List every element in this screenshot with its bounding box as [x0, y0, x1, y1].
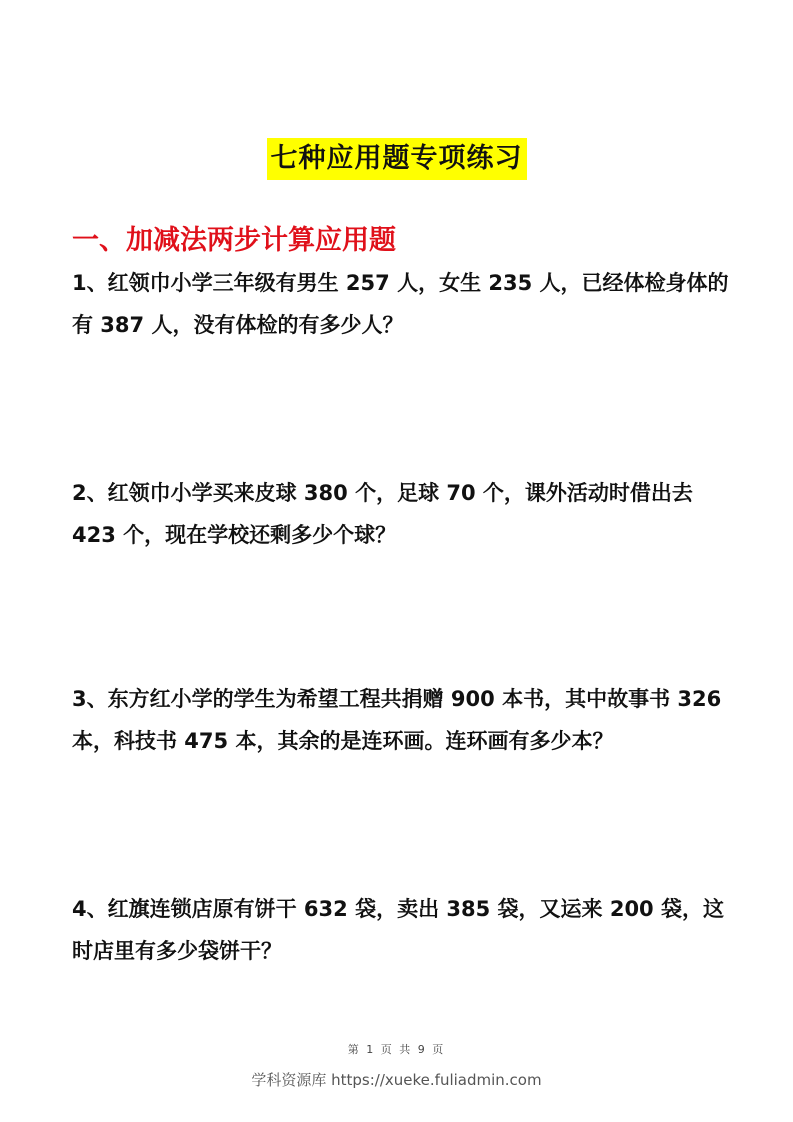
question-2: 2、红领巾小学买来皮球 380 个，足球 70 个，课外活动时借出去 423 个，现在学校还剩多少个球？	[72, 481, 693, 547]
section-heading: 一、加减法两步计算应用题	[72, 225, 396, 256]
question-4: 4、红旗连锁店原有饼干 632 袋，卖出 385 袋，又运来 200 袋，这时店里有多少袋饼干？	[72, 897, 724, 963]
source-watermark: 学科资源库 https://xueke.fuliadmin.com	[251, 1071, 542, 1089]
document-title: 七种应用题专项练习	[267, 138, 527, 180]
question-3: 3、东方红小学的学生为希望工程共捐赠 900 本书，其中故事书 326 本，科技书 475 本，其余的是连环画。连环画有多少本？	[72, 687, 722, 753]
question-1: 1、红领巾小学三年级有男生 257 人，女生 235 人，已经体检身体的有 387 人，没有体检的有多少人？	[72, 271, 729, 337]
title-container	[0, 138, 793, 180]
page-indicator: 第 1 页 共 9 页	[347, 1043, 446, 1056]
